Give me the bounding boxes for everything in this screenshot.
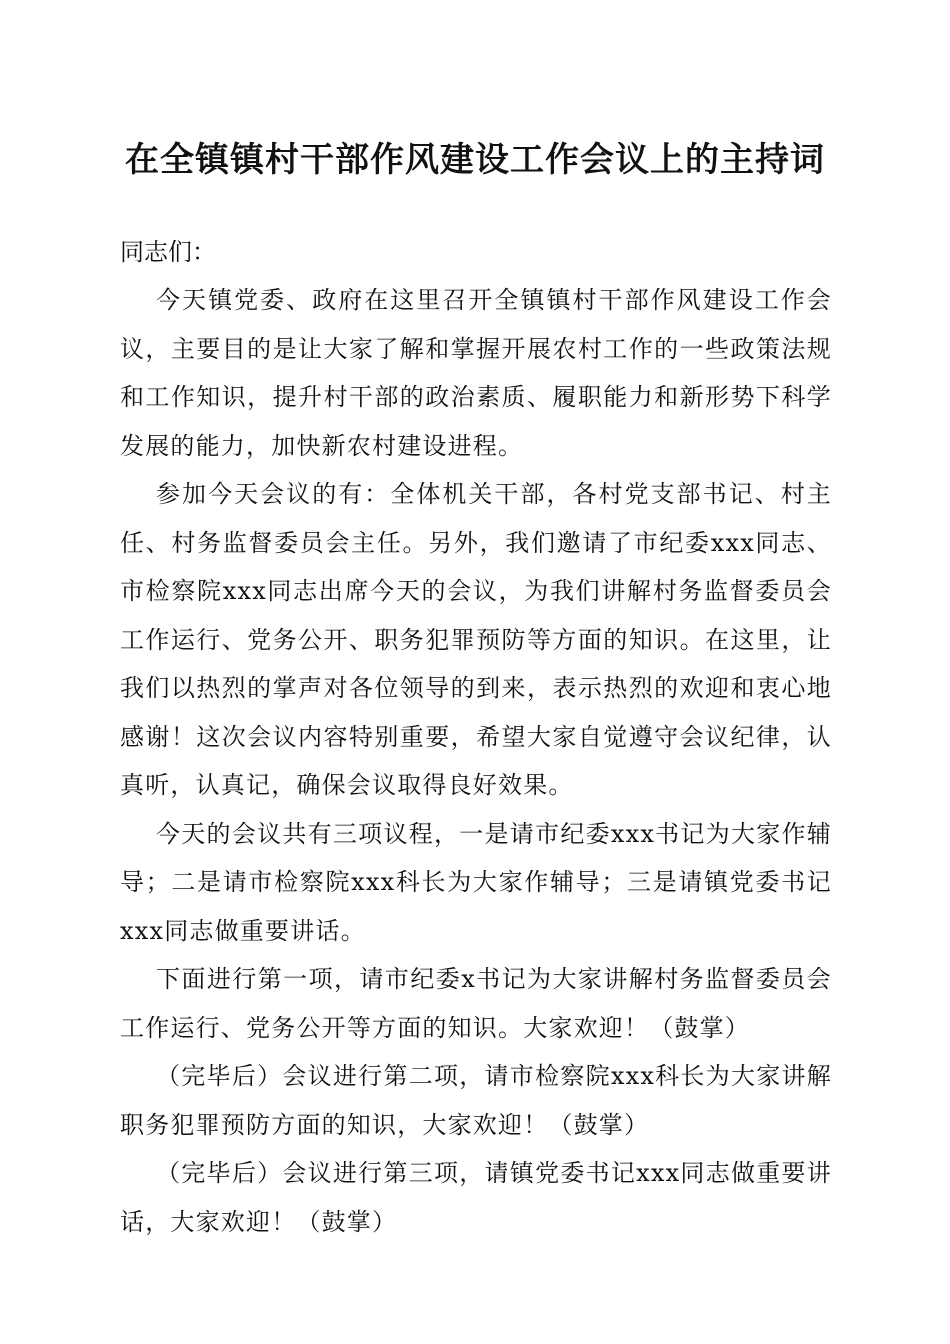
paragraph-opening: 今天镇党委、政府在这里召开全镇镇村干部作风建设工作会议，主要目的是让大家了解和掌握开展农村工作的一些政策法规和工作知识，提升村干部的政治素质、履职能力和新形势下科学发展的能力，加快新农村建设进程。 <box>120 286 832 460</box>
document-title: 在全镇镇村干部作风建设工作会议上的主持词 <box>125 140 825 180</box>
paragraph-agenda: 今天的会议共有三项议程，一是请市纪委xxx书记为大家作辅导；二是请市检察院xxx科长为大家作辅导；三是请镇党委书记xxx同志做重要讲话。 <box>120 819 832 945</box>
paragraph-item-two: （完毕后）会议进行第二项，请市检察院xxx科长为大家讲解职务犯罪预防方面的知识，大家欢迎！（鼓掌） <box>120 1062 832 1139</box>
paragraph-attendees: 参加今天会议的有：全体机关干部，各村党支部书记、村主任、村务监督委员会主任。另外，我们邀请了市纪委xxx同志、市检察院xxx同志出席今天的会议，为我们讲解村务监督委员会工作运行、党务公开、职务犯罪预防等方面的知识。在这里，让我们以热烈的掌声对各位领导的到来，表示热烈的欢迎和衷心地感谢！这次会议内容特别重要，希望大家自觉遵守会议纪律，认真听，认真记，确保会议取得良好效果。 <box>120 480 832 799</box>
salutation: 同志们： <box>120 238 216 266</box>
paragraph-item-one: 下面进行第一项，请市纪委x书记为大家讲解村务监督委员会工作运行、党务公开等方面的知识。大家欢迎！（鼓掌） <box>120 965 832 1042</box>
paragraph-item-three: （完毕后）会议进行第三项，请镇党委书记xxx同志做重要讲话，大家欢迎！（鼓掌） <box>120 1159 832 1236</box>
document-body <box>120 228 832 1246</box>
